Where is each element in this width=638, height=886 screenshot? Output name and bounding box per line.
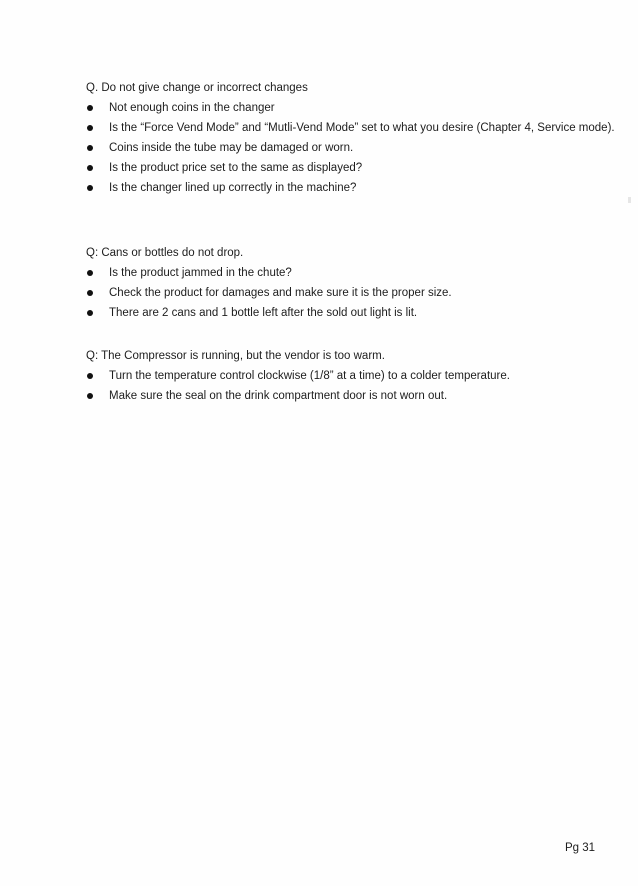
faq-section-temperature — [86, 346, 621, 406]
bullet-icon — [87, 105, 93, 111]
bullet-icon — [87, 373, 93, 379]
list-item — [86, 158, 621, 178]
list-item — [86, 386, 621, 406]
answer-list — [86, 366, 621, 406]
bullet-icon — [87, 270, 93, 276]
list-item — [86, 118, 621, 138]
list-item — [86, 138, 621, 158]
answer-list — [86, 263, 621, 323]
list-item-text: Is the product price set to the same as displayed? — [109, 162, 363, 174]
answer-list — [86, 98, 621, 198]
question-heading: Q. Do not give change or incorrect changes — [86, 82, 308, 94]
list-item — [86, 283, 621, 303]
list-item — [86, 366, 621, 386]
list-item-text: Not enough coins in the changer — [109, 102, 275, 114]
list-item-text: Turn the temperature control clockwise (1/8” at a time) to a colder temperature. — [109, 370, 510, 382]
list-item-text: Is the changer lined up correctly in the machine? — [109, 182, 357, 194]
bullet-icon — [87, 185, 93, 191]
list-item — [86, 263, 621, 283]
bullet-icon — [87, 165, 93, 171]
scan-artifact — [628, 197, 631, 203]
question-heading: Q: The Compressor is running, but the vendor is too warm. — [86, 350, 385, 362]
faq-section-change — [86, 78, 621, 198]
list-item-text: Is the “Force Vend Mode” and “Mutli-Vend Mode” set to what you desire (Chapter 4, Service mode). — [109, 122, 615, 134]
question-heading: Q: Cans or bottles do not drop. — [86, 247, 244, 259]
bullet-icon — [87, 125, 93, 131]
faq-section-drop — [86, 243, 621, 323]
bullet-icon — [87, 393, 93, 399]
list-item-text: Coins inside the tube may be damaged or worn. — [109, 142, 354, 154]
list-item-text: Check the product for damages and make sure it is the proper size. — [109, 287, 452, 299]
list-item-text: Is the product jammed in the chute? — [109, 267, 292, 279]
list-item-text: There are 2 cans and 1 bottle left after the sold out light is lit. — [109, 307, 418, 319]
bullet-icon — [87, 145, 93, 151]
bullet-icon — [87, 290, 93, 296]
bullet-icon — [87, 310, 93, 316]
list-item — [86, 303, 621, 323]
list-item — [86, 98, 621, 118]
list-item-text: Make sure the seal on the drink compartment door is not worn out. — [109, 390, 448, 402]
list-item — [86, 178, 621, 198]
page-number: Pg 31 — [565, 842, 596, 854]
